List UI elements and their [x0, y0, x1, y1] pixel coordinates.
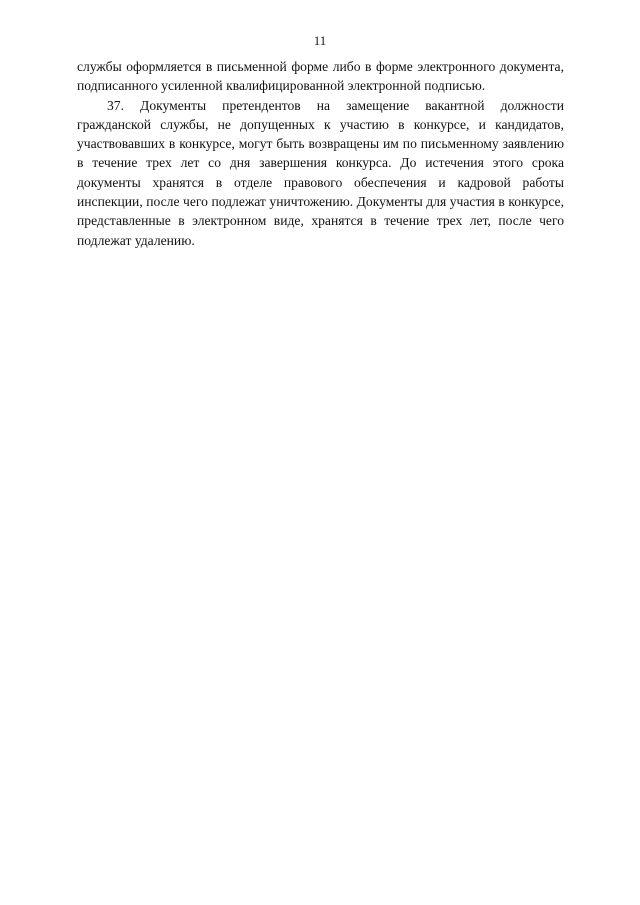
- page-number: 11: [313, 33, 327, 48]
- document-body: [77, 57, 564, 250]
- paragraph-37: 37. Документы претендентов на замещение вакантной должности гражданской службы, не допущенных к участию в конкурсе, и кандидатов, участвовавших в конкурсе, могут быть возвращены им по письменному заявлению в течение трех лет со дня завершения конкурса. До истечения этого срока документы хранятся в отделе правового обеспечения и кадровой работы инспекции, после чего подлежат уничтожению. Документы для участия в конкурсе, представленные в электронном виде, хранятся в течение трех лет, после чего подлежат удалению.: [77, 97, 564, 248]
- paragraph-continuation: службы оформляется в письменной форме либо в форме электронного документа, подписанного усиленной квалифицированной электронной подписью.: [77, 59, 564, 94]
